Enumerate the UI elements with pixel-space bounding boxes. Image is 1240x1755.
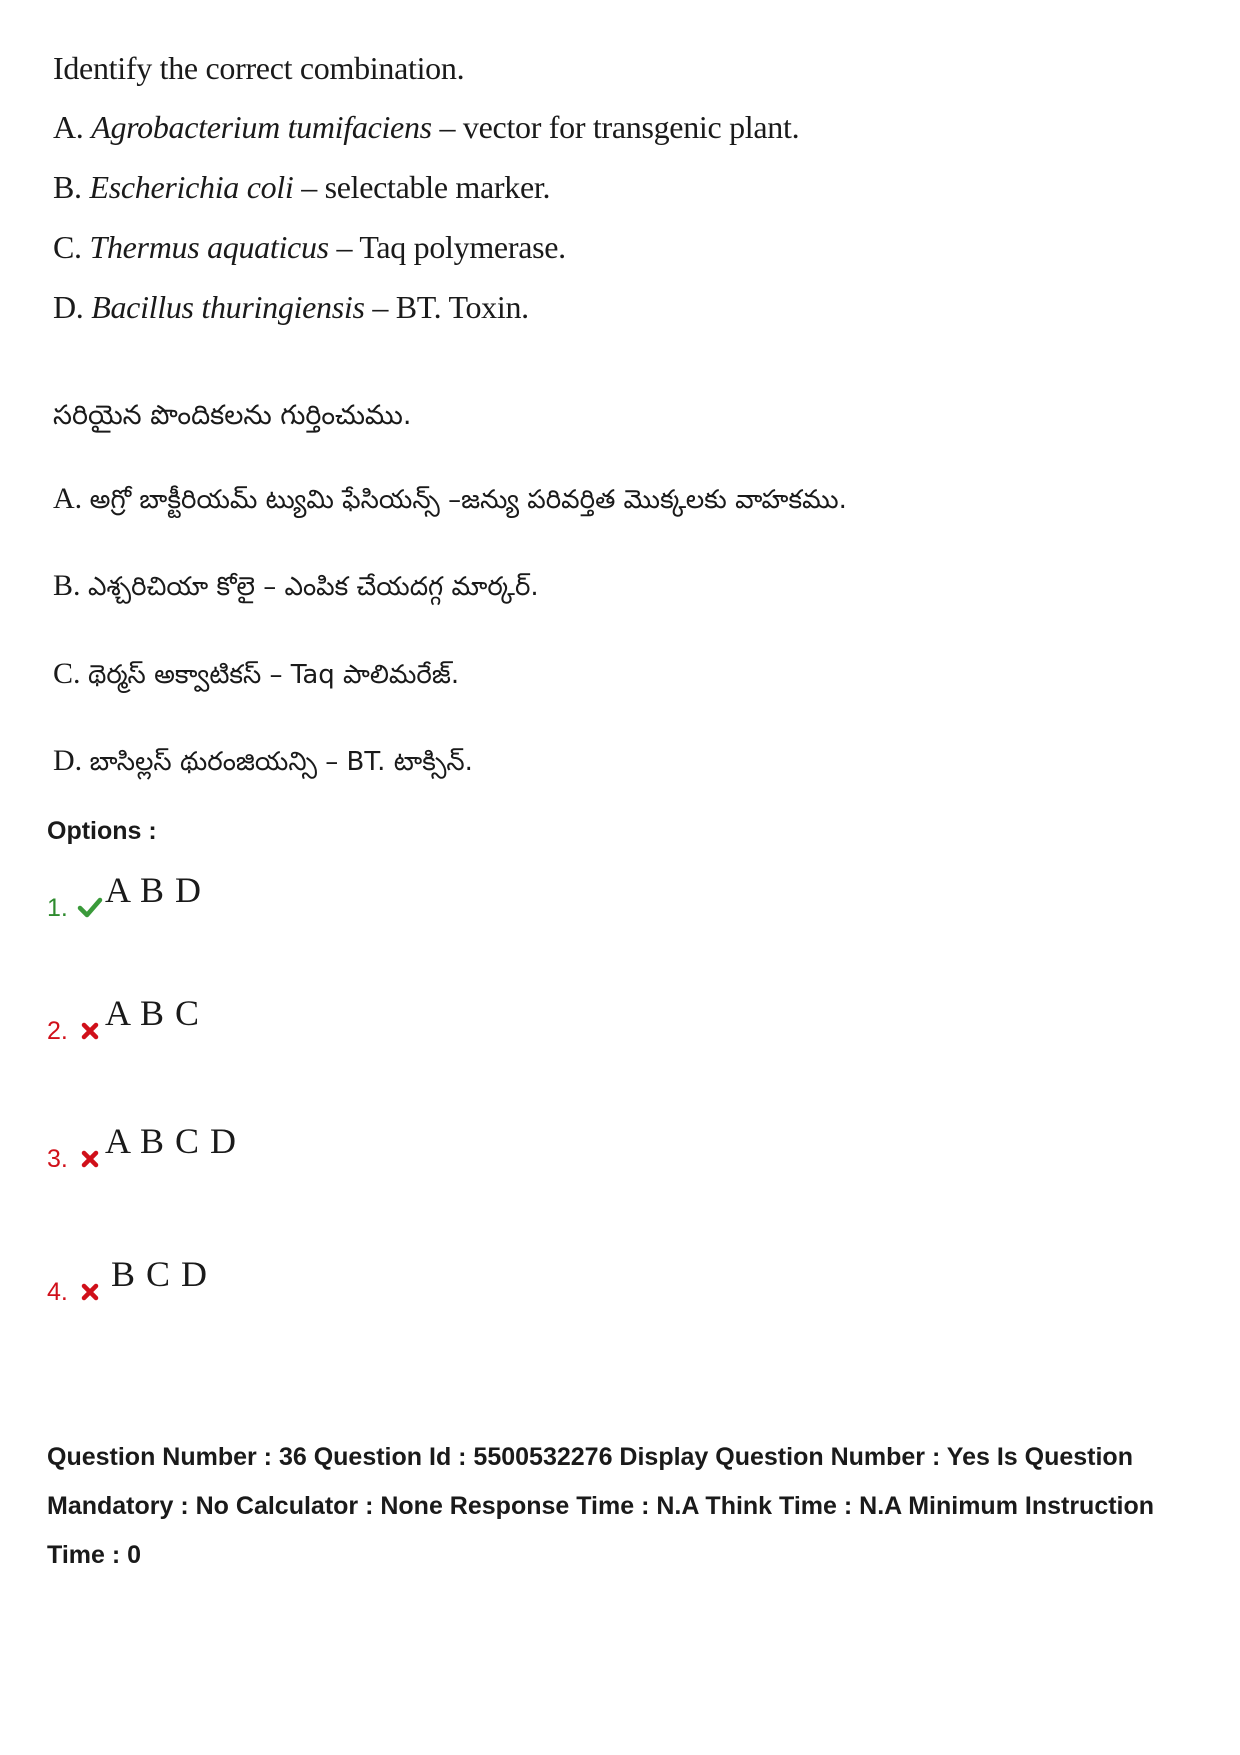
statement-c — [53, 229, 1153, 289]
statement-text: అగ్రో బాక్టీరియమ్ ట్యుమి ఫేసియన్స్ –జన్యు పరివర్తిత మొక్కలకు వాహకము. — [89, 485, 847, 515]
organism-name: Bacillus thuringiensis — [91, 289, 365, 325]
statement-description: – selectable marker. — [301, 169, 551, 205]
check-icon — [77, 894, 103, 920]
question-metadata: Question Number : 36 Question Id : 5500532276 Display Question Number : Yes Is Question Mandatory : No Calculator : None Response Time : N.A Think Time : N.A Minimum Instruction Time : 0 — [47, 1443, 1155, 1569]
options-label: Options : — [47, 817, 157, 845]
cross-icon — [77, 1278, 103, 1304]
statement-b-telugu — [53, 568, 539, 605]
statement-text: బాసిల్లస్ థురంజియన్సి – BT. టాక్సిన్. — [89, 747, 473, 777]
statement-text: ఎశ్చరిచియా కోలై – ఎంపిక చేయదగ్గ మార్కర్. — [88, 572, 539, 602]
option-text: B C D — [111, 1254, 209, 1294]
statement-c-telugu — [53, 656, 459, 693]
option-1[interactable] — [47, 872, 202, 922]
statement-description: – vector for transgenic plant. — [439, 109, 800, 145]
statement-description: – Taq polymerase. — [336, 229, 566, 265]
question-english — [53, 50, 1153, 349]
statement-text: థెర్మస్ అక్వాటికస్ – Taq పాలిమరేజ్. — [88, 660, 460, 690]
statement-letter: A. — [53, 482, 83, 515]
statement-letter: B. — [53, 169, 82, 205]
option-text: A B C — [105, 993, 201, 1033]
statement-letter: A. — [53, 109, 84, 145]
statement-b — [53, 169, 1153, 229]
option-4[interactable] — [47, 1256, 208, 1306]
question-title-telugu: సరియైన పొందికలను గుర్తించుము. — [53, 400, 412, 431]
statement-d-telugu — [53, 743, 473, 780]
cross-icon — [77, 1017, 103, 1043]
option-number: 4. — [47, 1278, 68, 1306]
statement-d — [53, 289, 1153, 349]
option-number: 2. — [47, 1017, 68, 1045]
statement-a-telugu — [53, 481, 847, 518]
organism-name: Thermus aquaticus — [89, 229, 329, 265]
statement-letter: C. — [53, 229, 82, 265]
option-number: 3. — [47, 1145, 68, 1173]
statement-letter: D. — [53, 289, 84, 325]
statement-letter: C. — [53, 657, 81, 690]
cross-icon — [77, 1145, 103, 1171]
question-title: Identify the correct combination. — [53, 50, 465, 86]
organism-name: Agrobacterium tumifaciens — [91, 109, 432, 145]
statement-a — [53, 109, 1153, 169]
statement-description: – BT. Toxin. — [372, 289, 529, 325]
statement-letter: D. — [53, 744, 83, 777]
option-3[interactable] — [47, 1123, 237, 1173]
option-number: 1. — [47, 894, 68, 922]
statement-letter: B. — [53, 569, 81, 602]
option-text: A B C D — [105, 1121, 238, 1161]
organism-name: Escherichia coli — [89, 169, 294, 205]
option-2[interactable] — [47, 995, 200, 1045]
option-text: A B D — [105, 870, 203, 910]
